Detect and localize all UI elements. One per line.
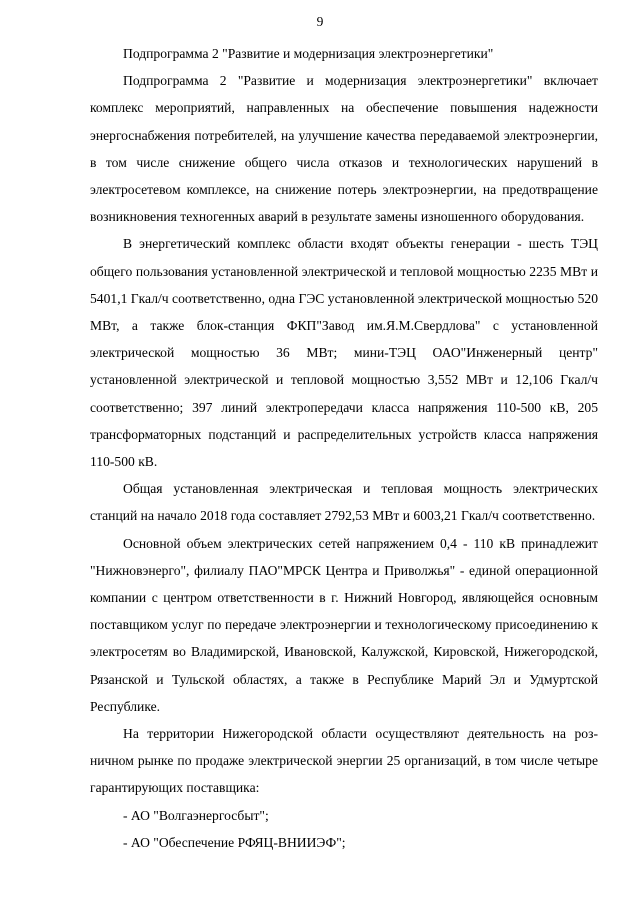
- page-number: 9: [316, 14, 324, 29]
- paragraph-total-capacity: Общая установленная электрическая и тепловая мощность электрических станций на начало 2018 года составляет 2792,53 МВт и 6003,21 Гкал/ч соответственно.: [90, 481, 598, 524]
- list-item: - АО "Волгаэнергосбыт";: [123, 807, 269, 823]
- section-heading: Подпрограмма 2 "Развитие и модернизация электроэнергетики": [123, 46, 494, 61]
- paragraph-networks: Основной объем электрических сетей напряжением 0,4 - 110 кВ принадлежит "Нижновэнерго", филиалу ПАО"МРСК Центра и Приволжья" - единой операционной компании с центром ответственности в г. Нижний Новгород, являющейся основным поставщиком услуг по передаче электроэнергии и технологическому присоединению к электросетям во Владимирской, Ивановской, Калужской, Кировской, Нижегородской, Рязанской и Тульской областях, а также в Республике Марий Эл и Удмуртской Республике.: [90, 535, 598, 714]
- list-item: - АО "Обеспечение РФЯЦ-ВНИИЭФ";: [123, 834, 346, 850]
- paragraph-retail-market: На территории Нижегородской области осуществляют деятельность на розничном рынке по продаже электрической энергии 25 организаций, в том числе четыре гарантирующих поставщика:: [90, 726, 598, 796]
- paragraph-subprogram-description: Подпрограмма 2 "Развитие и модернизация электроэнергетики" включает комплекс мероприятий, направленных на обеспечение повышения надежности энергоснабжения потребителей, на улучшение качества передаваемой электроэнергии, в том числе снижение общего числа отказов и технологических нарушений в электросетевом комплексе, на снижение потерь электроэнергии, на предотвращение возникновения техногенных аварий в результате замены изношенного оборудования.: [90, 73, 598, 225]
- document-body: [90, 40, 598, 856]
- paragraph-energy-complex: В энергетический комплекс области входят объекты генерации - шесть ТЭЦ общего пользования установленной электрической и тепловой мощностью 2235 МВт и 5401,1 Гкал/ч соответственно, одна ГЭС установленной электрической мощностью 520 МВт, а также блок-станция ФКП"Завод им.Я.М.Свердлова" с установленной электрической мощностью 36 МВт; мини-ТЭЦ ОАО"Инженерный центр" установленной электрической и тепловой мощностью 3,552 МВт и 12,106 Гкал/ч соответственно; 397 линий электропередачи класса напряжения 110-500 кВ, 205 трансформаторных подстанций и распределительных устройств класса напряжения 110-500 кВ.: [90, 236, 598, 470]
